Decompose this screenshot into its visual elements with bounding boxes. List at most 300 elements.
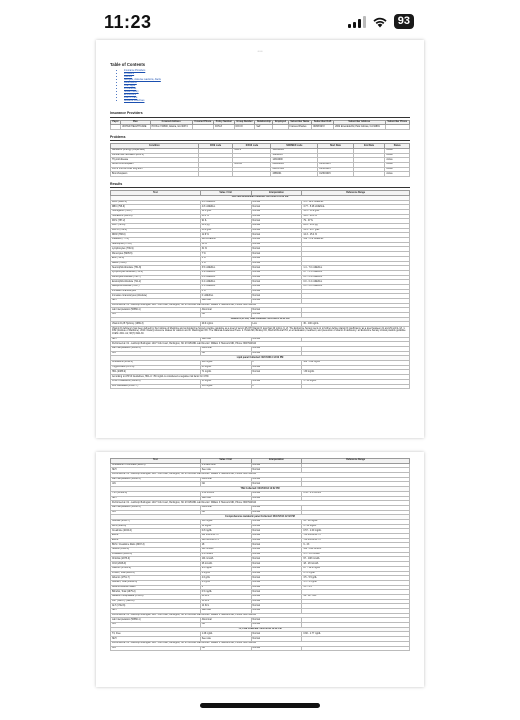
table-cell: Albumin (1751-7): [111, 576, 201, 581]
toc-link[interactable]: • Vital Signs: [124, 84, 410, 87]
table-cell: 11.1 - 15.9 g/dL: [302, 209, 410, 214]
table-cell: Normal: [251, 365, 302, 370]
table-cell: 65 - 99 mg/dL: [302, 519, 410, 524]
table-cell: EGFR: [111, 534, 201, 539]
table-cell: 0.8 mg/dL: [200, 529, 251, 534]
table-cell: RDW (788-0): [111, 233, 201, 238]
table-cell: Lab Interpretation (56850-1): [111, 347, 201, 352]
table-cell: 91 fL: [200, 219, 251, 224]
results-table-continued: [110, 458, 410, 651]
table-cell: 6 - 8.5 g/dL: [302, 571, 410, 576]
table-cell: Frances Rhodes: [288, 125, 312, 130]
table-cell: 18: [200, 543, 251, 548]
table-cell: Low: [251, 322, 302, 327]
table-cell: BUN / Creatinine Ratio (3097-3): [111, 543, 201, 548]
table-header: Reference Range: [302, 191, 410, 196]
table-cell: Vitamin D,25 Hydroxy (1989-3): [111, 322, 201, 327]
table-header: Interpretation: [251, 191, 302, 196]
table-cell: Normal: [251, 463, 302, 468]
table-cell: 9.6 mg/dL: [200, 566, 251, 571]
table-cell: Creatinine (2160-0): [111, 529, 201, 534]
table-cell: >59 mL/min/1.73: [302, 538, 410, 543]
table-cell: See note: [200, 609, 251, 614]
table-cell: 269966005: [271, 162, 318, 167]
table-cell: 1.26 ng/dL: [200, 632, 251, 637]
panel-header: Comprehensive metabolic panel Collected: 06/17/2014 12:02 PM: [111, 515, 410, 520]
table-cell: See note: [200, 337, 251, 342]
table-cell: Normal: [251, 370, 302, 375]
table-cell: Normal: [251, 538, 302, 543]
table-cell: Normal: [251, 594, 302, 599]
table-cell: [302, 646, 410, 651]
table-cell: Triglycerides (2571-8): [111, 365, 201, 370]
table-cell: Globulin, Total (10834-0): [111, 580, 201, 585]
table-header: ICD9 code: [198, 144, 233, 149]
table-cell: See note: [200, 637, 251, 642]
table-cell: 15 mg/dL: [200, 379, 251, 384]
table-cell: NkH: [111, 468, 201, 473]
table-cell: MCV (787-2): [111, 219, 201, 224]
table-cell: U/A: [111, 623, 201, 628]
table-cell: Normal: [251, 566, 302, 571]
table-cell: 3 %: [200, 256, 251, 261]
table-cell: 33.4 g/dL: [200, 228, 251, 233]
table-header: Status: [385, 144, 410, 149]
table-cell: Lab Interpretation (56850-1): [111, 618, 201, 623]
table-cell: Active: [385, 148, 410, 153]
table-cell: Normal: [251, 632, 302, 637]
table-cell: Lab Interpretation (56850-1): [111, 477, 201, 482]
toc-title: Table of Contents: [110, 62, 146, 68]
table-cell: 2.3 g/dL: [200, 580, 251, 585]
table-cell: [192, 125, 213, 130]
table-cell: Cholesterol (2093-3): [111, 361, 201, 366]
table-cell: 14 mg/dL: [200, 524, 251, 529]
table-cell: 1.33 uIU/mL: [200, 491, 251, 496]
table-cell: 14.5 g/dL: [200, 209, 251, 214]
table-header: Covered Phone: [192, 120, 213, 125]
table-row: [111, 327, 410, 338]
table-cell: Lab Interpretation (56850-1): [111, 505, 201, 510]
table-cell: Normal: [251, 252, 302, 257]
performed-at: Performed at: 01 - LabCorp Burlington 1447 York Court, Burlington, NC 272153361 Lab Director: William F Hancock MD, Phone: 8007624344: [111, 501, 410, 506]
panel-header: TSH Collected: 06/17/2014 12:02 PM: [111, 487, 410, 492]
table-cell: 71 mg/dL: [200, 370, 251, 375]
table-cell: Normal: [251, 552, 302, 557]
table-cell: Normal: [251, 477, 302, 482]
table-cell: See note: [200, 468, 251, 473]
table-header: Interpretation: [251, 459, 302, 464]
table-header: Subscriber Address: [334, 120, 385, 125]
table-cell: 268517004: [271, 167, 318, 172]
table-cell: NA: [200, 623, 251, 628]
table-cell: Protein, Total (2885-2): [111, 571, 201, 576]
table-cell: Basophils Absolute (704-7): [111, 284, 201, 289]
status-icons: [348, 14, 414, 29]
performed-at: Performed at: 01 - LabCorp Burlington 1447 York Court, Burlington, NC 272153361 Lab Director: William F Hancock MD, Phone: 8007624344: [111, 303, 410, 308]
table-cell: Backache (finding) (unspecified): [111, 148, 199, 153]
toc-link[interactable]: • Procedures: [124, 87, 410, 90]
table-header: SNOMED code: [271, 144, 318, 149]
table-cell: Normal: [251, 562, 302, 567]
table-cell: Normal: [251, 580, 302, 585]
table-cell: 111 mL/min/1.73: [200, 534, 251, 539]
panel-header: T4, Free Collected: 06/17/2014 12:02 PM: [111, 627, 410, 632]
table-row: [111, 646, 410, 651]
table-cell: Normal: [251, 529, 302, 534]
table-cell: 97 - 108 mmol/L: [302, 557, 410, 562]
table-header: Reference Range: [302, 459, 410, 464]
table-cell: Normal: [251, 351, 302, 356]
table-cell: 0.2 x10E3/uL: [200, 280, 251, 285]
table-cell: 30.5 pg: [200, 224, 251, 229]
table-cell: [198, 172, 233, 177]
table-cell: 14304000: [271, 158, 318, 163]
table-cell: Normal: [251, 623, 302, 628]
table-cell: Acute bronchospasm: [111, 162, 199, 167]
toc-list: [124, 69, 410, 102]
table-cell: 249 x10E3/uL: [200, 238, 251, 243]
table-cell: Normal: [251, 524, 302, 529]
table-cell: Normal: [251, 200, 302, 205]
table-cell: 26.6 - 33.0 pg: [302, 224, 410, 229]
table-cell: Normal: [251, 510, 302, 515]
table-cell: VLDL Cholesterol (13458-5): [111, 379, 201, 384]
table-cell: Normal: [251, 496, 302, 501]
cellular-signal-icon: [348, 16, 366, 28]
table-cell: EGFR: [111, 538, 201, 543]
table-cell: 18 - 29 mmol/L: [302, 562, 410, 567]
table-cell: Normal: [251, 219, 302, 224]
table-cell: Normal: [251, 347, 302, 352]
table-cell: BUN (3094-0): [111, 524, 201, 529]
table-cell: Hemoglobin (718-7): [111, 209, 201, 214]
table-cell: 4.8 x10E6/uL: [200, 205, 251, 210]
table-cell: Normal: [251, 247, 302, 252]
table-cell: MCH (785-6): [111, 224, 201, 229]
table-cell: 0.0 - 0.4 x10E3/uL: [302, 280, 410, 285]
table-cell: T4, Free: [111, 632, 201, 637]
table-cell: Chloride (2075-0): [111, 557, 201, 562]
table-cell: Albumin/Globulin Ratio: [111, 585, 201, 590]
table-cell: 11830004: [271, 153, 318, 158]
table-cell: H: [251, 361, 302, 366]
table-cell: 2062 Emeralda Rd, Palo Colinas, CA 92881: [334, 125, 385, 130]
table-cell: >59 mL/min/1.73: [302, 534, 410, 539]
table-cell: >39 mg/dL: [302, 370, 410, 375]
table-cell: 4386001: [271, 172, 318, 177]
table-cell: Monocytes Absolute (742-7): [111, 275, 201, 280]
table-cell: 48 IU/L: [200, 594, 251, 599]
table-cell: 6 - 24 mg/dL: [302, 524, 410, 529]
problems-title: Problems: [110, 136, 410, 141]
table-cell: AST (SGOT) (1920-8): [111, 599, 201, 604]
table-cell: 3.77 - 5.28 x10E6/uL: [302, 205, 410, 210]
table-cell: 2.9 ratio units: [200, 463, 251, 468]
table-cell: Lymphocytes Absolute (731-0): [111, 270, 201, 275]
table-cell: 12.9 %: [200, 233, 251, 238]
table-cell: 0.57 - 1.00 mg/dL: [302, 529, 410, 534]
result-note: According to ATP-III Guidelines, HDL-C >59 mg/dL is considered a negative risk factor for CHD.: [111, 375, 410, 380]
table-cell: Lumbar disc herniation (M51.2): [111, 153, 199, 158]
table-cell: 85 mg/dL: [200, 365, 251, 370]
table-header: Employed: [273, 120, 288, 125]
table-cell: Normal: [251, 618, 302, 623]
table-cell: Alkaline Phosphatase (6768-6): [111, 594, 201, 599]
table-cell: 208 mg/dL: [200, 361, 251, 366]
table-cell: Abnormal: [200, 347, 251, 352]
table-cell: 2: [200, 585, 251, 590]
table-cell: Normal: [251, 637, 302, 642]
table-cell: 141 mmol/L: [200, 548, 251, 553]
table-header: Test: [111, 459, 201, 464]
table-cell: Normal: [251, 519, 302, 524]
table-cell: LDL Calculated (13457-7): [111, 384, 201, 389]
table-cell: 39 - 117 IU/L: [302, 594, 410, 599]
table-cell: Normal: [251, 604, 302, 609]
table-cell: ICD-9 V58.69 Other long term: [111, 167, 199, 172]
table-cell: 79 - 97 fL: [302, 219, 410, 224]
table-cell: Platelets (777-3): [111, 238, 201, 243]
table-cell: Monocytes (5905-5): [111, 252, 201, 257]
table-cell: Abnormal: [200, 505, 251, 510]
table-cell: 3.4 - 10.8 x10E3/uL: [302, 200, 410, 205]
table-cell: NA: [200, 646, 251, 651]
table-cell: Basos (706-2): [111, 261, 201, 266]
table-header: Relationship: [255, 120, 273, 125]
table-cell: 58 %: [200, 242, 251, 247]
table-cell: Thyroid disease: [111, 158, 199, 163]
toc-link[interactable]: • Allergies, Adverse reactions, Alerts: [124, 78, 410, 81]
toc-link[interactable]: • Plan of Care: [124, 96, 410, 99]
table-cell: [273, 125, 288, 130]
table-cell: 134 mg/dL: [200, 384, 251, 389]
table-cell: H: [251, 384, 302, 389]
table-cell: Abnormal: [200, 618, 251, 623]
status-bar: [0, 0, 520, 40]
table-cell: PO Box 740800, Atlanta, GA 30374: [150, 125, 192, 130]
table-cell: Normal: [251, 289, 302, 294]
insurance-table: [110, 120, 410, 130]
table-cell: Immature Granulocytes: [111, 289, 201, 294]
table-cell: Lab Interpretation (56850-1): [111, 308, 201, 313]
table-cell: 8.7 - 10.2 mg/dL: [302, 566, 410, 571]
table-cell: 01/30/2015: [318, 167, 353, 172]
table-cell: Normal: [251, 548, 302, 553]
table-cell: [111, 125, 121, 130]
table-cell: 100 mg/dL: [200, 519, 251, 524]
table-cell: Normal: [251, 205, 302, 210]
table-cell: Normal: [251, 576, 302, 581]
table-cell: Normal: [251, 233, 302, 238]
table-cell: 7 %: [200, 252, 251, 257]
table-cell: Bronchospasm: [111, 172, 199, 177]
table-header: Value / Unit: [200, 191, 251, 196]
table-cell: Normal: [251, 482, 302, 487]
table-cell: 18 IU/L: [200, 599, 251, 604]
table-header: Subscriber DoB: [312, 120, 334, 125]
insurance-title: Insurance Providers: [110, 112, 410, 117]
table-cell: Abnormal: [200, 308, 251, 313]
page-hint: • • •: [257, 49, 263, 53]
table-cell: See note: [200, 299, 251, 304]
document-page-1[interactable]: [96, 40, 424, 438]
table-cell: NA: [200, 482, 251, 487]
table-cell: 0.45 - 4.5 uIU/mL: [302, 491, 410, 496]
table-cell: 12.3 - 15.4 %: [302, 233, 410, 238]
table-header: Plan: [120, 120, 150, 125]
performed-at: Performed at: 01 - LabCorp Burlington 1447 York Court, Burlington, NC 272153361 Lab Director: William F Hancock MD, Phone: 8007624344: [111, 342, 410, 347]
table-cell: Active: [385, 158, 410, 163]
table-cell: 4.6 g/dL: [200, 576, 251, 581]
table-cell: 01/30/2015: [318, 162, 353, 167]
table-cell: Normal: [251, 534, 302, 539]
table-cell: DOV-8: [214, 125, 235, 130]
table-cell: 0.5 mg/dL: [200, 590, 251, 595]
table-cell: Normal: [251, 337, 302, 342]
table-cell: 31.5 - 35.7 g/dL: [302, 228, 410, 233]
table-cell: See note: [200, 496, 251, 501]
toc-link[interactable]: • Problems: [124, 72, 410, 75]
panel-header: Lipid panel Collected: 06/17/2014 12:02 PM: [111, 356, 410, 361]
table-cell: NA: [200, 313, 251, 318]
table-cell: Bilirubin, Total (1975-2): [111, 590, 201, 595]
table-cell: HDL (2085-9): [111, 370, 201, 375]
table-cell: Normal: [251, 238, 302, 243]
table-cell: 08/08/1972: [312, 125, 334, 130]
battery-icon: 93: [394, 14, 414, 29]
table-cell: 3.5 - 5.5 g/dL: [302, 576, 410, 581]
table-cell: [233, 172, 271, 177]
table-cell: 6.9 g/dL: [200, 571, 251, 576]
table-cell: Normal: [251, 609, 302, 614]
table-cell: Normal: [251, 313, 302, 318]
table-cell: NA: [200, 351, 251, 356]
table-cell: U/A: [111, 510, 201, 515]
table-header: Subscriber Phone: [385, 120, 410, 125]
table-cell: Normal: [251, 224, 302, 229]
table-cell: Normal: [251, 266, 302, 271]
table-cell: Potassium (2823-3): [111, 552, 201, 557]
table-cell: Normal: [251, 491, 302, 496]
table-header: ICD10 code: [233, 144, 271, 149]
table-cell: Sodium (2951-2): [111, 548, 201, 553]
table-cell: 5 - 40 mg/dL: [302, 379, 410, 384]
toc-link[interactable]: • Encounters: [124, 93, 410, 96]
table-cell: Eos (713-8): [111, 256, 201, 261]
table-cell: Immature Granulocytes (Absolute): [111, 294, 201, 299]
toc-link[interactable]: • Medications: [124, 81, 410, 84]
table-cell: 6.0 x10E3/uL: [200, 200, 251, 205]
table-cell: Normal: [251, 590, 302, 595]
table-cell: 150 - 379 x10E3/uL: [302, 238, 410, 243]
table-cell: MCHC (786-4): [111, 228, 201, 233]
toc-link[interactable]: • Results: [124, 75, 410, 78]
table-cell: Active: [385, 167, 410, 172]
table-cell: 3.5 - 5.2 mmol/L: [302, 552, 410, 557]
table-cell: 0.82 - 1.77 ng/dL: [302, 632, 410, 637]
table-header: Covered Address: [150, 120, 192, 125]
table-cell: Normal: [251, 214, 302, 219]
table-cell: 0.0 - 0.2 x10E3/uL: [302, 284, 410, 289]
problems-table: [110, 143, 410, 177]
results-title: Results: [110, 183, 410, 188]
document-page-2[interactable]: [96, 452, 424, 687]
toc-link[interactable]: • Advance Directives: [124, 99, 410, 102]
table-cell: Normal: [251, 543, 302, 548]
table-cell: 43.5 %: [200, 214, 251, 219]
table-row: [111, 172, 410, 177]
table-cell: Active: [385, 172, 410, 177]
table-cell: 3.5 x10E3/uL: [200, 266, 251, 271]
table-cell: NkH: [111, 496, 201, 501]
table-cell: 29.0 ng/mL: [200, 322, 251, 327]
table-cell: Normal: [251, 571, 302, 576]
table-cell: 30 - 100 ng/mL: [302, 322, 410, 327]
table-cell: Normal: [251, 261, 302, 266]
table-cell: Active: [385, 153, 410, 158]
table-header: Value / Unit: [200, 459, 251, 464]
panel-header: CBC and differential Collected: 06/17/2014 12:02 PM: [111, 195, 410, 200]
table-cell: 0 x10E3/uL: [200, 294, 251, 299]
table-cell: Neutrophils (770-8): [111, 242, 201, 247]
table-cell: DOV-8: [234, 125, 255, 130]
table-cell: Cholesterol / HDL Ratio (9830-1): [111, 463, 201, 468]
table-cell: Hematocrit (4544-3): [111, 214, 201, 219]
table-cell: 0.4 x10E3/uL: [200, 275, 251, 280]
table-cell: NkH: [111, 637, 201, 642]
toc-link[interactable]: • Insurance Providers: [124, 69, 410, 72]
table-cell: Normal: [251, 270, 302, 275]
table-cell: 1.9 x10E3/uL: [200, 270, 251, 275]
table-cell: Glucose (2345-7): [111, 519, 201, 524]
table-cell: 161891005: [271, 148, 318, 153]
home-indicator[interactable]: [200, 703, 320, 708]
result-note: Vitamin D deficiency has been defined by the Institute of Medicine and an Endocrine Society practice guideline as a level of serum 25-OH Vitamin D less than 20 ng/mL (1, 2). The Endocrine Society went on to further define vitamin D insufficiency as a level between 21 and 29 ng/mL (2). 1. IOM (Institute of Medicine). 2010. Dietary reference intakes for calcium and D. Washington DC: The National Academies Press. 2. Holick MF, Binkley NC, Bischoff-Ferrari HA, et al. Evaluation, treatment, and prevention of vitamin D deficiency: an Endocrine Society clinical practice guideline. JCEM. 2011 Jul; 96(7):1911-30.: [111, 327, 410, 338]
table-cell: Normal: [251, 228, 302, 233]
table-cell: Normal: [251, 242, 302, 247]
table-row: [111, 384, 410, 389]
table-cell: 01/30/2015: [318, 172, 353, 177]
table-cell: 0.1 - 0.9 x10E3/uL: [302, 275, 410, 280]
table-header: Policy Number: [214, 120, 235, 125]
table-cell: NkH: [111, 609, 201, 614]
table-cell: 9 - 23: [302, 543, 410, 548]
table-cell: Abnormal: [200, 477, 251, 482]
table-cell: Normal: [251, 256, 302, 261]
toc-link[interactable]: • Social History: [124, 90, 410, 93]
table-cell: [353, 172, 385, 177]
table-cell: R06.82: [233, 162, 271, 167]
table-cell: 128 mL/min/1.73: [200, 538, 251, 543]
table-cell: 1 %: [200, 261, 251, 266]
table-cell: Self: [255, 125, 273, 130]
table-cell: 14 IU/L: [200, 604, 251, 609]
table-header: Test: [111, 191, 201, 196]
table-cell: WBC (WBC-3): [111, 200, 201, 205]
table-cell: RBC (758-6): [111, 205, 201, 210]
table-cell: U/A: [111, 351, 201, 356]
table-cell: Normal: [251, 557, 302, 562]
table-cell: 0 %: [200, 289, 251, 294]
table-cell: ALT (1742-6): [111, 604, 201, 609]
table-cell: Neutrophils Absolute (751-8): [111, 266, 201, 271]
table-header: End Date: [353, 144, 385, 149]
table-cell: Active: [385, 162, 410, 167]
table-cell: U/A: [111, 482, 201, 487]
panel-header: Vitamin D,25 OH, Total Collected: 06/17/2014 12:02 PM: [111, 317, 410, 322]
table-cell: TSH (11580-8): [111, 491, 201, 496]
